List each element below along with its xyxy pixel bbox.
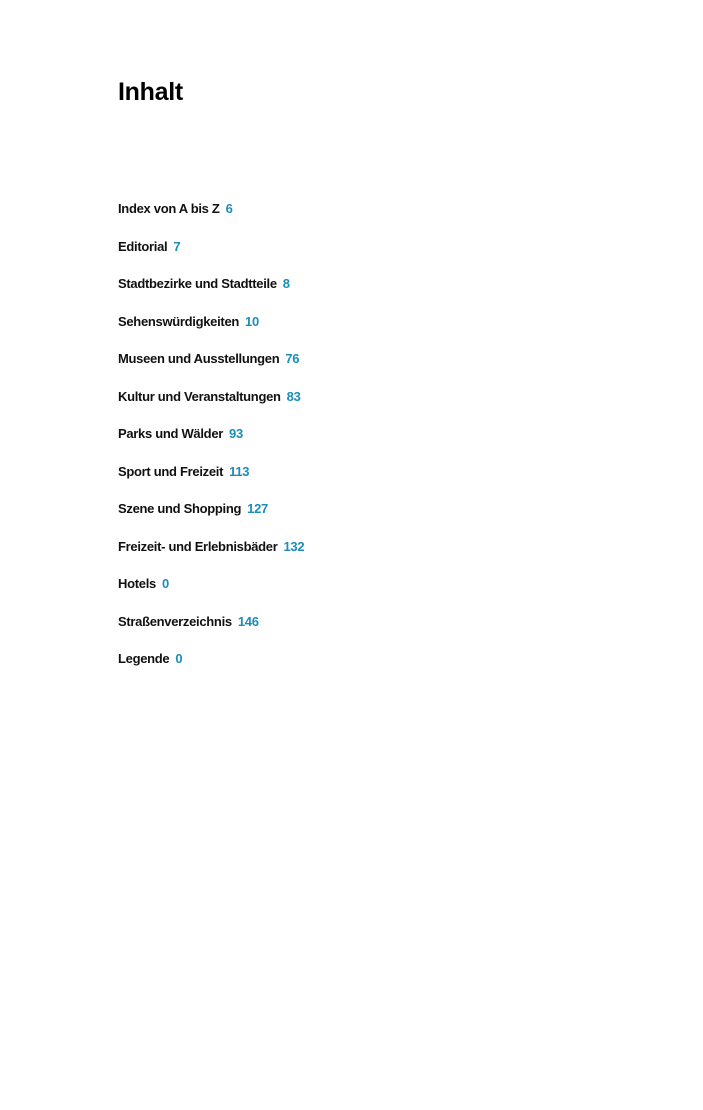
page-title: Inhalt <box>118 78 183 106</box>
toc-entry-page: 127 <box>247 501 268 516</box>
toc-entry-label: Straßenverzeichnis <box>118 613 232 629</box>
toc-entry-page: 146 <box>237 613 259 629</box>
toc-entry-page: 6 <box>225 201 233 216</box>
toc-entry-label: Hotels <box>118 576 156 591</box>
toc-entry-label: Index von A bis Z <box>118 201 220 216</box>
toc-entry-strassenverzeichnis[interactable] <box>118 613 304 651</box>
table-of-contents <box>118 200 304 688</box>
toc-entry-label: Sehenswürdigkeiten <box>118 313 240 329</box>
toc-entry-sehenswuerdigkeiten[interactable] <box>118 313 304 351</box>
toc-entry-page: 76 <box>285 351 300 366</box>
toc-entry-label: Freizeit- und Erlebnisbäder <box>118 538 278 554</box>
toc-entry-page: 93 <box>229 426 243 441</box>
toc-entry-label: Sport und Freizeit <box>118 463 224 479</box>
toc-entry-page: 132 <box>283 538 305 554</box>
toc-entry-page: 10 <box>245 313 259 329</box>
toc-entry-label: Szene und Shopping <box>118 501 242 516</box>
toc-entry-page: 0 <box>161 576 169 591</box>
toc-entry-index[interactable] <box>118 200 304 238</box>
toc-entry-page: 8 <box>282 276 290 291</box>
toc-entry-page: 0 <box>175 651 183 666</box>
toc-entry-label: Stadtbezirke und Stadtteile <box>118 276 277 291</box>
toc-entry-page: 113 <box>229 463 250 479</box>
toc-entry-editorial[interactable] <box>118 238 304 276</box>
toc-entry-stadtbezirke[interactable] <box>118 275 304 313</box>
toc-entry-label: Museen und Ausstellungen <box>118 351 280 366</box>
toc-entry-page: 7 <box>173 238 181 254</box>
toc-entry-page: 83 <box>286 388 301 404</box>
toc-entry-museen[interactable] <box>118 350 304 388</box>
toc-entry-parks[interactable] <box>118 425 304 463</box>
toc-entry-szene[interactable] <box>118 500 304 538</box>
toc-entry-legende[interactable] <box>118 650 304 688</box>
toc-entry-hotels[interactable] <box>118 575 304 613</box>
toc-entry-kultur[interactable] <box>118 388 304 426</box>
toc-entry-baeder[interactable] <box>118 538 304 576</box>
toc-entry-sport[interactable] <box>118 463 304 501</box>
toc-entry-label: Legende <box>118 651 170 666</box>
toc-entry-label: Parks und Wälder <box>118 426 224 441</box>
toc-entry-label: Kultur und Veranstaltungen <box>118 388 281 404</box>
toc-entry-label: Editorial <box>118 238 168 254</box>
